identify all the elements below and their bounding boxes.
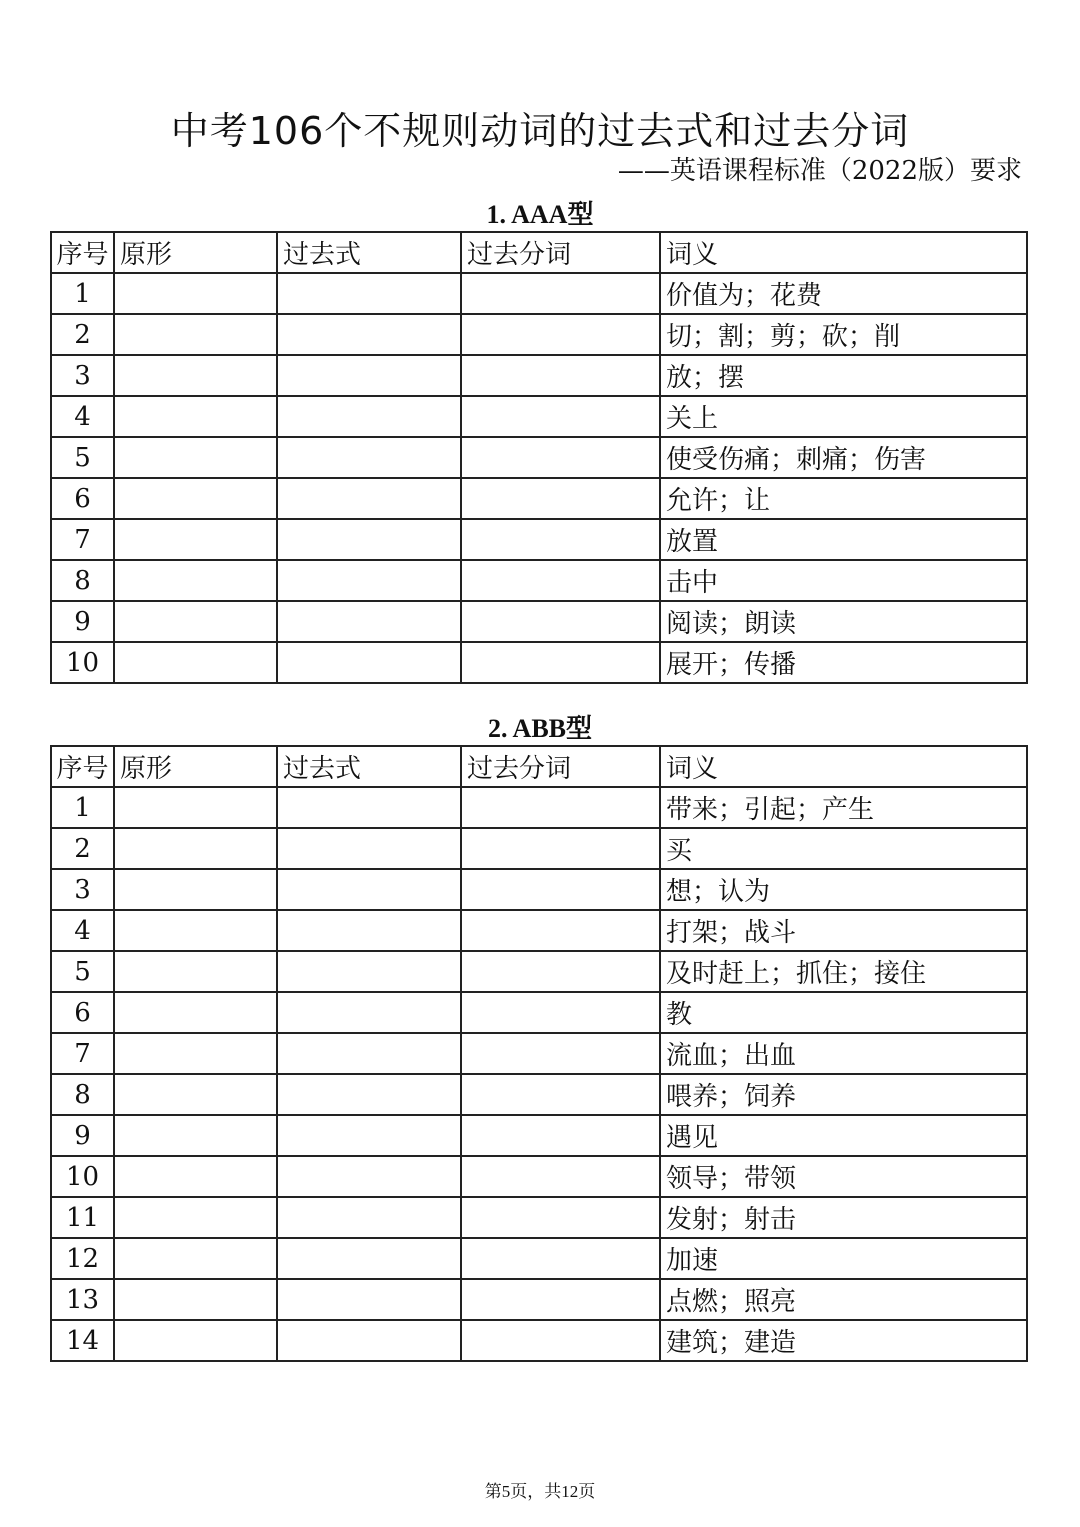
meaning-cell: 展开；传播 — [660, 642, 1027, 683]
past-tense-cell — [277, 314, 461, 355]
meaning-cell: 喂养；饲养 — [660, 1074, 1027, 1115]
row-number: 2 — [51, 314, 114, 355]
meaning-cell: 买 — [660, 828, 1027, 869]
table-row — [51, 1320, 1027, 1361]
table-row — [51, 273, 1027, 314]
row-number: 11 — [51, 1197, 114, 1238]
base-form-cell — [114, 273, 277, 314]
meaning-cell: 加速 — [660, 1238, 1027, 1279]
table-row — [51, 601, 1027, 642]
base-form-cell — [114, 396, 277, 437]
row-number: 1 — [51, 273, 114, 314]
past-tense-cell — [277, 642, 461, 683]
past-tense-cell — [277, 478, 461, 519]
meaning-cell: 击中 — [660, 560, 1027, 601]
base-form-cell — [114, 1156, 277, 1197]
base-form-cell — [114, 1197, 277, 1238]
base-form-cell — [114, 1115, 277, 1156]
past-tense-cell — [277, 1156, 461, 1197]
past-participle-cell — [461, 314, 660, 355]
past-participle-cell — [461, 787, 660, 828]
past-participle-cell — [461, 478, 660, 519]
table-row — [51, 1074, 1027, 1115]
section-title-abb: 2. ABB型 — [487, 714, 593, 743]
table-row — [51, 519, 1027, 560]
header-past: 过去式 — [277, 232, 461, 273]
base-form-cell — [114, 1320, 277, 1361]
table-row — [51, 910, 1027, 951]
row-number: 14 — [51, 1320, 114, 1361]
base-form-cell — [114, 1074, 277, 1115]
past-participle-cell — [461, 869, 660, 910]
meaning-cell: 发射；射击 — [660, 1197, 1027, 1238]
row-number: 7 — [51, 1033, 114, 1074]
base-form-cell — [114, 1238, 277, 1279]
base-form-cell — [114, 910, 277, 951]
meaning-cell: 切；割；剪；砍；削 — [660, 314, 1027, 355]
table-row — [51, 787, 1027, 828]
table-row — [51, 1197, 1027, 1238]
row-number: 4 — [51, 396, 114, 437]
row-number: 10 — [51, 1156, 114, 1197]
table-row — [51, 1238, 1027, 1279]
header-past-participle: 过去分词 — [461, 746, 660, 787]
past-tense-cell — [277, 355, 461, 396]
past-tense-cell — [277, 560, 461, 601]
table-row — [51, 828, 1027, 869]
base-form-cell — [114, 787, 277, 828]
table-row — [51, 1115, 1027, 1156]
past-tense-cell — [277, 992, 461, 1033]
row-number: 3 — [51, 869, 114, 910]
past-tense-cell — [277, 869, 461, 910]
past-tense-cell — [277, 601, 461, 642]
past-participle-cell — [461, 396, 660, 437]
past-tense-cell — [277, 437, 461, 478]
past-participle-cell — [461, 1115, 660, 1156]
table-row — [51, 396, 1027, 437]
row-number: 3 — [51, 355, 114, 396]
meaning-cell: 打架；战斗 — [660, 910, 1027, 951]
past-participle-cell — [461, 910, 660, 951]
row-number: 2 — [51, 828, 114, 869]
base-form-cell — [114, 355, 277, 396]
past-tense-cell — [277, 1115, 461, 1156]
past-participle-cell — [461, 519, 660, 560]
past-participle-cell — [461, 1074, 660, 1115]
past-participle-cell — [461, 273, 660, 314]
past-tense-cell — [277, 951, 461, 992]
past-tense-cell — [277, 1197, 461, 1238]
row-number: 6 — [51, 478, 114, 519]
verb-table-abb — [50, 745, 1028, 1362]
row-number: 5 — [51, 951, 114, 992]
header-base: 原形 — [114, 746, 277, 787]
row-number: 13 — [51, 1279, 114, 1320]
past-tense-cell — [277, 1033, 461, 1074]
section-title-aaa: 1. AAA型 — [486, 200, 594, 229]
past-participle-cell — [461, 1033, 660, 1074]
table-row — [51, 478, 1027, 519]
past-tense-cell — [277, 519, 461, 560]
meaning-cell: 价值为；花费 — [660, 273, 1027, 314]
past-participle-cell — [461, 951, 660, 992]
base-form-cell — [114, 314, 277, 355]
base-form-cell — [114, 642, 277, 683]
past-participle-cell — [461, 1320, 660, 1361]
meaning-cell: 关上 — [660, 396, 1027, 437]
past-tense-cell — [277, 787, 461, 828]
base-form-cell — [114, 478, 277, 519]
header-base: 原形 — [114, 232, 277, 273]
past-participle-cell — [461, 828, 660, 869]
base-form-cell — [114, 828, 277, 869]
meaning-cell: 使受伤痛；刺痛；伤害 — [660, 437, 1027, 478]
meaning-cell: 点燃；照亮 — [660, 1279, 1027, 1320]
past-tense-cell — [277, 1279, 461, 1320]
table-row — [51, 437, 1027, 478]
table-header-row — [51, 746, 1027, 787]
row-number: 12 — [51, 1238, 114, 1279]
header-past-participle: 过去分词 — [461, 232, 660, 273]
past-tense-cell — [277, 396, 461, 437]
meaning-cell: 建筑；建造 — [660, 1320, 1027, 1361]
row-number: 8 — [51, 1074, 114, 1115]
table-row — [51, 560, 1027, 601]
meaning-cell: 想；认为 — [660, 869, 1027, 910]
row-number: 8 — [51, 560, 114, 601]
meaning-cell: 及时赶上；抓住；接住 — [660, 951, 1027, 992]
base-form-cell — [114, 992, 277, 1033]
meaning-cell: 带来；引起；产生 — [660, 787, 1027, 828]
table-row — [51, 1156, 1027, 1197]
header-past: 过去式 — [277, 746, 461, 787]
meaning-cell: 领导；带领 — [660, 1156, 1027, 1197]
table-row — [51, 642, 1027, 683]
header-seq: 序号 — [51, 232, 114, 273]
past-participle-cell — [461, 992, 660, 1033]
row-number: 5 — [51, 437, 114, 478]
past-tense-cell — [277, 1320, 461, 1361]
past-participle-cell — [461, 1279, 660, 1320]
past-tense-cell — [277, 910, 461, 951]
meaning-cell: 放置 — [660, 519, 1027, 560]
row-number: 10 — [51, 642, 114, 683]
page-subtitle: ——英语课程标准（2022版）要求 — [617, 156, 1022, 186]
past-participle-cell — [461, 1197, 660, 1238]
base-form-cell — [114, 1033, 277, 1074]
past-tense-cell — [277, 1238, 461, 1279]
table-row — [51, 951, 1027, 992]
base-form-cell — [114, 951, 277, 992]
meaning-cell: 允许；让 — [660, 478, 1027, 519]
past-participle-cell — [461, 437, 660, 478]
past-participle-cell — [461, 601, 660, 642]
table-row — [51, 869, 1027, 910]
meaning-cell: 阅读；朗读 — [660, 601, 1027, 642]
header-seq: 序号 — [51, 746, 114, 787]
row-number: 9 — [51, 601, 114, 642]
meaning-cell: 遇见 — [660, 1115, 1027, 1156]
page-title: 中考106个不规则动词的过去式和过去分词 — [170, 109, 910, 153]
base-form-cell — [114, 869, 277, 910]
table-row — [51, 1279, 1027, 1320]
past-participle-cell — [461, 642, 660, 683]
base-form-cell — [114, 560, 277, 601]
past-tense-cell — [277, 273, 461, 314]
table-row — [51, 314, 1027, 355]
verb-table-aaa — [50, 231, 1028, 684]
meaning-cell: 教 — [660, 992, 1027, 1033]
page-number-footer: 第5页，共12页 — [484, 1482, 596, 1501]
meaning-cell: 放；摆 — [660, 355, 1027, 396]
row-number: 9 — [51, 1115, 114, 1156]
meaning-cell: 流血；出血 — [660, 1033, 1027, 1074]
row-number: 4 — [51, 910, 114, 951]
past-participle-cell — [461, 1238, 660, 1279]
row-number: 6 — [51, 992, 114, 1033]
base-form-cell — [114, 519, 277, 560]
header-meaning: 词义 — [660, 746, 1027, 787]
past-participle-cell — [461, 355, 660, 396]
base-form-cell — [114, 437, 277, 478]
past-tense-cell — [277, 1074, 461, 1115]
table-header-row — [51, 232, 1027, 273]
row-number: 7 — [51, 519, 114, 560]
past-participle-cell — [461, 1156, 660, 1197]
table-row — [51, 992, 1027, 1033]
row-number: 1 — [51, 787, 114, 828]
past-participle-cell — [461, 560, 660, 601]
table-row — [51, 1033, 1027, 1074]
header-meaning: 词义 — [660, 232, 1027, 273]
base-form-cell — [114, 1279, 277, 1320]
base-form-cell — [114, 601, 277, 642]
table-row — [51, 355, 1027, 396]
past-tense-cell — [277, 828, 461, 869]
